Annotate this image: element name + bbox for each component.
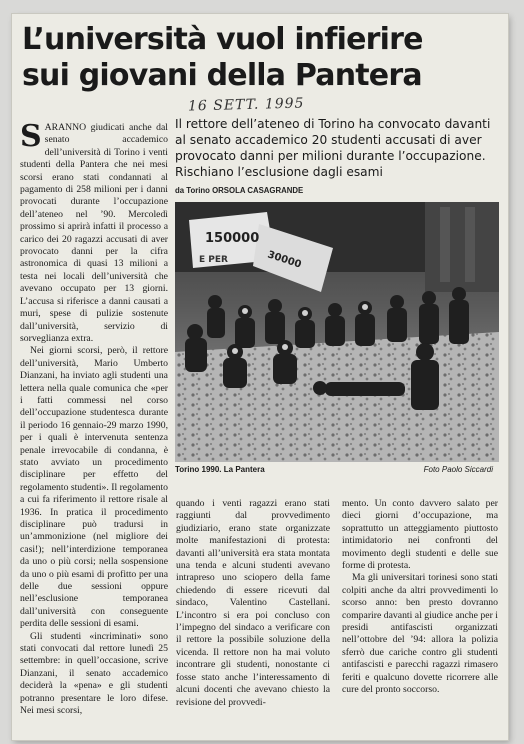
headline (22, 22, 502, 94)
headline-line-2: sui giovani della Pantera (22, 58, 422, 93)
photo-caption (175, 465, 499, 474)
paragraph: mento. Un conto davvero salato per dieci giorni d’occupazione, ma soprattutto un atteggiamento piuttosto intimidatorio nei confronti del movimento degli studenti e delle sue forme di protesta. (342, 498, 498, 572)
newspaper-clipping (12, 14, 508, 740)
handwritten-date: 16 SETT. 1995 (187, 95, 305, 115)
article-column-2 (176, 498, 330, 709)
drop-cap: S (20, 119, 42, 154)
svg-text:E PER: E PER (199, 255, 228, 265)
article-column-3 (342, 498, 498, 697)
photo-image (175, 202, 499, 462)
headline-line-1: L’università vuol infierire (22, 22, 423, 57)
photo-credit: Foto Paolo Siccardi (423, 465, 493, 474)
paragraph: quando i venti ragazzi erano stati raggiunti dal provvedimento giudiziario, erano state organizzate molte manifestazioni di protesta: davanti all’università era stata montata una tenda e alcuni studenti avevano intrapreso uno sciopero della fame chiedendo di essere ricevuti dal sindaco, Valentino Castellani. L’incontro si era poi concluso con l’impegno del sindaco a verificare con il rettore la possibile soluzione della vicenda. Il rettore non ha mai voluto incontrare gli studenti, nonostante ci fosse stato anche l’interessamento di alcuni docenti che avevano chiesto la revisione del provvedi- (176, 498, 330, 708)
svg-text:30000: 30000 (266, 249, 303, 271)
caption-text: Torino 1990. La Pantera (175, 465, 265, 474)
byline-author: ORSOLA CASAGRANDE (212, 186, 304, 195)
standfirst: Il rettore dell’ateneo di Torino ha convocato davanti al senato accademico 20 studenti accusati di aver provocato danni per milioni durante l’occupazione. Rischiano l’esclusione dagli esami (175, 117, 491, 179)
banner-text: 150000 (205, 231, 260, 246)
paragraph: Gli studenti «incriminati» sono stati convocati dal rettore lunedì 25 settembre: in quell’occasione, scrive Dianzani, il senato accademico deciderà la «pena» e gli studenti potranno presentare le loro difese. Nei mesi scorsi, (20, 630, 168, 717)
paragraph: Ma gli universitari torinesi sono stati colpiti anche da altri provvedimenti lo scorso anno: ben presto dovranno comparire davanti al giudice anche per i presidi antifascisti organizzati nell’ottobre del ’94: allora la polizia sferrò due cariche contro gli studenti antifascisti e parecchi ragazzi rimasero feriti e qualcuno dovette ricorrere alle cure del pronto soccorso. (342, 572, 498, 696)
byline (175, 186, 495, 195)
paragraph: Nei giorni scorsi, però, il rettore dell’università, Mario Umberto Dianzani, ha inviato agli studenti una lettera nella quale comunica che «per i fatti commessi nel corso dell’occupazione studentesca durante il periodo 16 gennaio-29 marzo 1990, per i quali è intervenuta sentenza penale irrevocabile di condanna, è stato avviato un procedimento disciplinare per effetto del regolamento studenti». Il regolamento a cui fa riferimento il rettore risale al 1936. In pratica il procedimento disciplinare può tradursi in un’ammonizione (nel migliore dei casi!); nell’interdizione temporanea da uno o più corsi; nella sospensione da uno o più esami di profitto per una delle due sessioni oppure nell’esclusione temporanea dall’università con conseguente perdita delle sessioni di esami. (20, 345, 168, 630)
paragraph: SARANNO giudicati anche dal senato accademico dell’università di Torino i venti studenti della Pantera che nei mesi scorsi erano stati condannati al pagamento di 258 milioni per i danni provocati durante l’occupazione dell’ateneo nel ’90. Mercoledì prossimo si aprirà infatti il processo a carico dei 20 ragazzi accusati di aver provocato danni per la cifra astronomica di quasi 13 milioni a testa nei locali dell’università che avevano occupato per 13 giorni. L’accusa si riferisce a danni causati a muri, spese di pulizie sostenute dall’università, servizio di sorveglianza extra. (20, 119, 168, 344)
article-column-1 (20, 119, 168, 718)
byline-prefix: da Torino (175, 186, 210, 195)
photo-protest (175, 202, 499, 462)
